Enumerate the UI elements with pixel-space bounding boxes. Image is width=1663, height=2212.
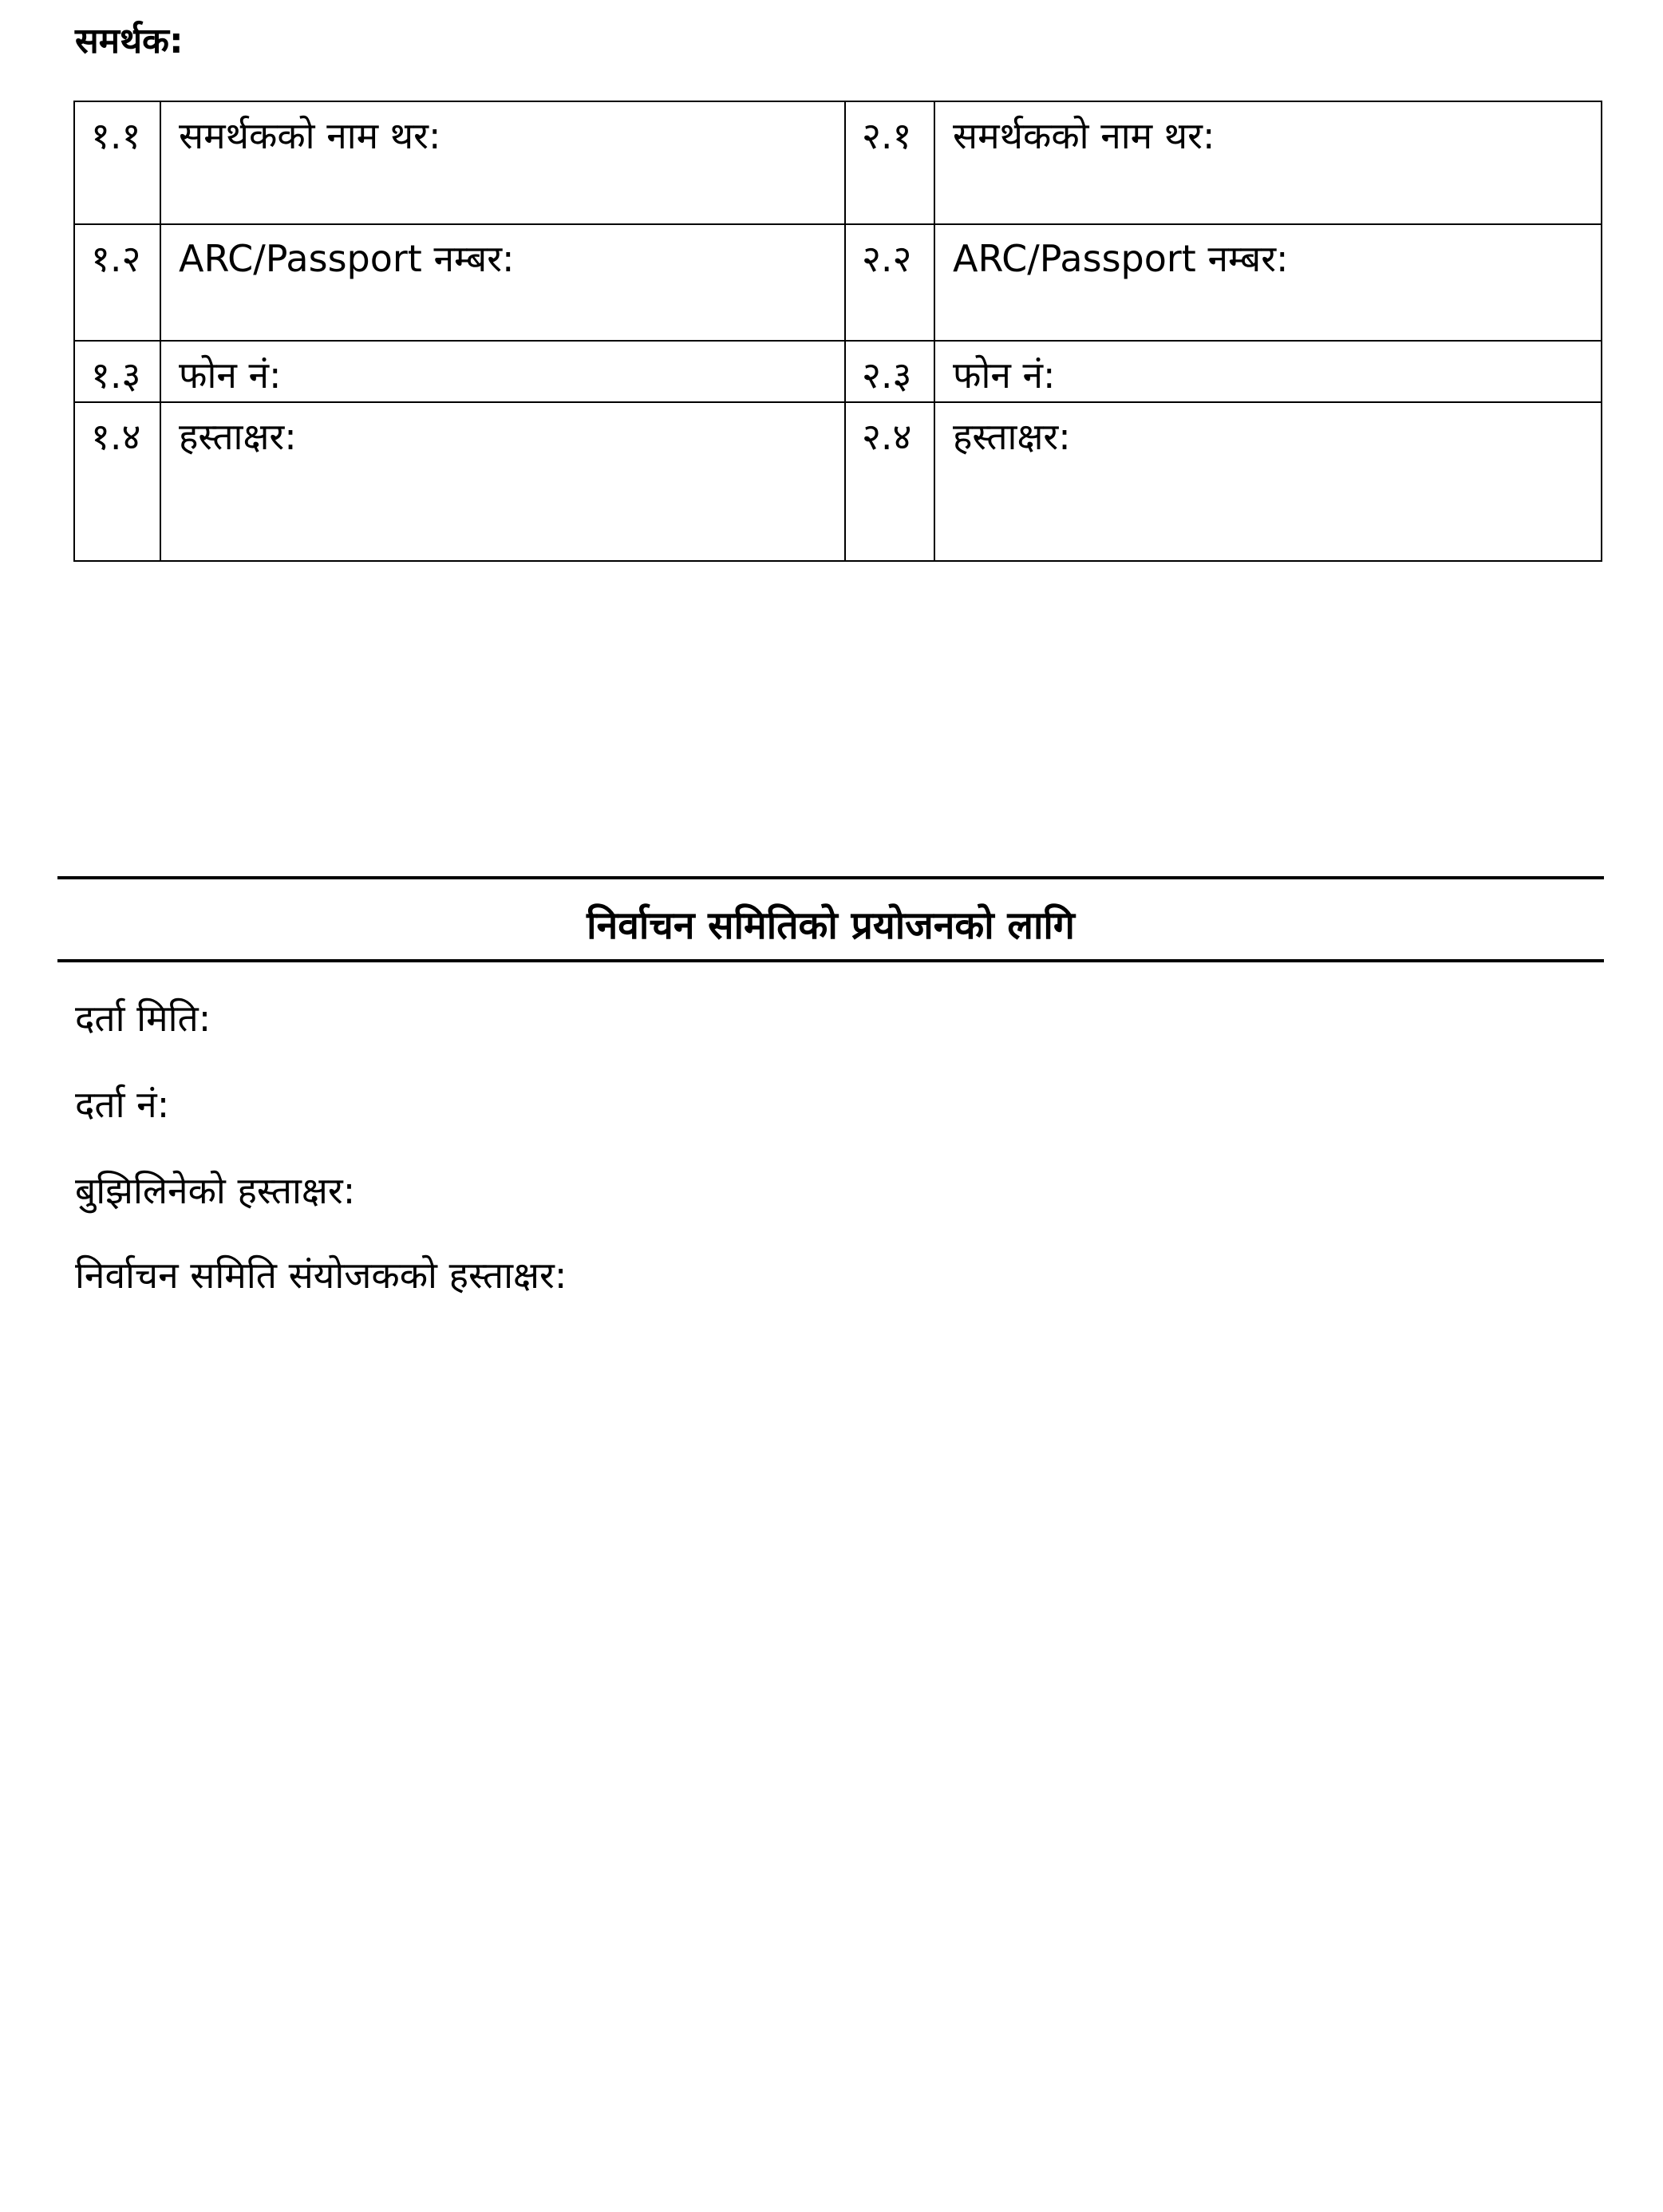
- supporter-2-phone-number: २.३: [845, 341, 934, 402]
- supporter-2-phone-field[interactable]: फोन नं:: [934, 341, 1602, 402]
- supporter-1-signature-field[interactable]: हस्ताक्षर:: [160, 402, 845, 561]
- supporter-1-arc-field[interactable]: ARC/Passport नम्बर:: [160, 224, 845, 341]
- supporter-2-name-field[interactable]: समर्थकको नाम थर:: [934, 101, 1602, 224]
- supporter-2-signature-field[interactable]: हस्ताक्षर:: [934, 402, 1602, 561]
- supporter-1-name-number: १.१: [74, 101, 160, 224]
- supporter-2-arc-field[interactable]: ARC/Passport नम्बर:: [934, 224, 1602, 341]
- section-divider-bottom: [57, 959, 1604, 962]
- table-row: [74, 341, 1602, 402]
- supporter-2-name-number: २.१: [845, 101, 934, 224]
- supporter-1-phone-number: १.३: [74, 341, 160, 402]
- supporter-1-phone-field[interactable]: फोन नं:: [160, 341, 845, 402]
- registration-number-field[interactable]: दर्ता नं:: [75, 1083, 170, 1126]
- official-use-title: निर्वाचन समितिको प्रयोजनको लागि: [587, 903, 1075, 948]
- table-row: [74, 224, 1602, 341]
- supporter-1-arc-number: १.२: [74, 224, 160, 341]
- supporter-2-arc-number: २.२: [845, 224, 934, 341]
- section-divider-top: [57, 876, 1604, 879]
- coordinator-signature-field[interactable]: निर्वाचन समिति संयोजकको हस्ताक्षर:: [75, 1254, 567, 1297]
- registration-date-field[interactable]: दर्ता मिति:: [75, 997, 211, 1040]
- supporter-2-signature-number: २.४: [845, 402, 934, 561]
- supporter-1-signature-number: १.४: [74, 402, 160, 561]
- receiver-signature-field[interactable]: बुझिलिनेको हस्ताक्षर:: [75, 1169, 356, 1212]
- supporter-heading: समर्थक:: [75, 21, 184, 61]
- supporter-1-name-field[interactable]: समर्थकको नाम थर:: [160, 101, 845, 224]
- supporter-table: [73, 101, 1602, 562]
- table-row: [74, 402, 1602, 561]
- table-row: [74, 101, 1602, 224]
